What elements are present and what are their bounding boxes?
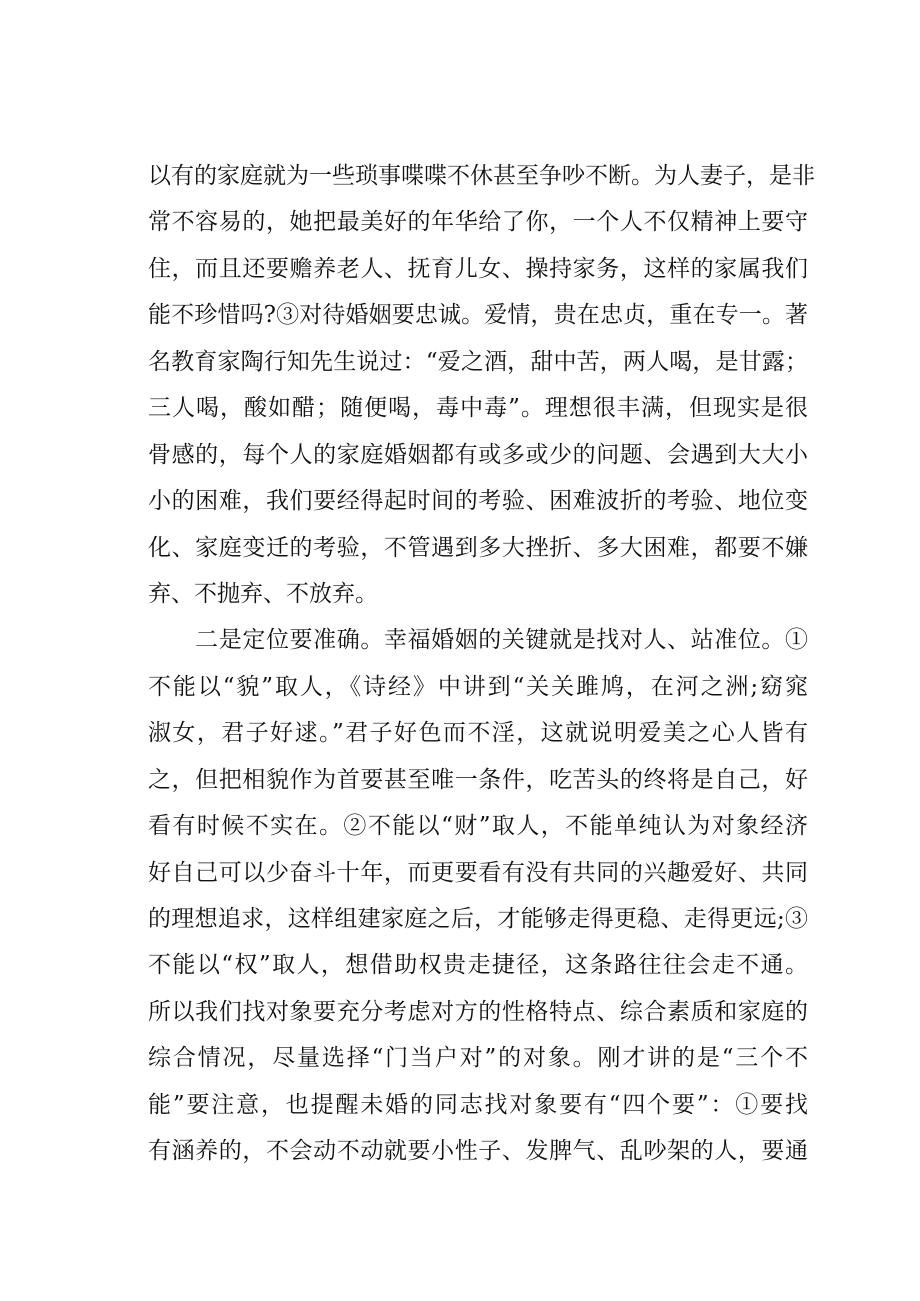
text-line: 之，但把相貌作为首要甚至唯一条件，吃苦头的终将是自己，好 <box>148 766 808 793</box>
text-line: 能”要注意，也提醒未婚的同志找对象要有“四个要”：①要找 <box>148 1091 808 1118</box>
text-line: 骨感的，每个人的家庭婚姻都有或多或少的问题、会遇到大大小 <box>148 441 808 468</box>
text-line: 三人喝，酸如醋；随便喝，毒中毒”。理想很丰满，但现实是很 <box>148 395 808 422</box>
text-line: 不能以“权”取人，想借助权贵走捷径，这条路往往会走不通。 <box>148 952 808 979</box>
text-line: 住，而且还要赡养老人、抚育儿女、操持家务，这样的家属我们 <box>148 255 808 282</box>
text-line: 常不容易的，她把最美好的年华给了你，一个人不仅精神上要守 <box>148 209 808 236</box>
text-line: 不能以“貌”取人，《诗经》中讲到“关关雎鸠，在河之洲;窈窕 <box>148 673 808 700</box>
text-line: 综合情况，尽量选择“门当户对”的对象。刚才讲的是“三个不 <box>148 1045 808 1072</box>
text-line: 的理想追求，这样组建家庭之后，才能够走得更稳、走得更远;③ <box>148 906 808 932</box>
text-line: 小的困难，我们要经得起时间的考验、困难波折的考验、地位变 <box>148 488 808 515</box>
text-line: 能不珍惜吗?③对待婚姻要忠诚。爱情，贵在忠贞，重在专一。著 <box>148 302 808 329</box>
text-line: 二是定位要准确。幸福婚姻的关键就是找对人、站准位。① <box>148 627 808 654</box>
text-line: 所以我们找对象要充分考虑对方的性格特点、综合素质和家庭的 <box>148 998 808 1025</box>
body-text <box>148 153 815 1175</box>
text-line: 化、家庭变迁的考验，不管遇到多大挫折、多大困难，都要不嫌 <box>148 534 808 561</box>
text-line: 有涵养的，不会动不动就要小性子、发脾气、乱吵架的人，要通 <box>148 1138 808 1165</box>
text-line: 以有的家庭就为一些琐事喋喋不休甚至争吵不断。为人妻子，是非 <box>148 163 815 189</box>
text-line: 看有时候不实在。②不能以“财”取人，不能单纯认为对象经济 <box>148 813 808 840</box>
text-line: 好自己可以少奋斗十年，而更要看有没有共同的兴趣爱好、共同 <box>148 859 808 886</box>
paragraph-end-line: 弃、不抛弃、不放弃。 <box>148 580 378 607</box>
text-line: 淑女，君子好逑。”君子好色而不淫，这就说明爱美之心人皆有 <box>148 720 808 747</box>
text-line: 名教育家陶行知先生说过：“爱之酒，甜中苦，两人喝，是甘露； <box>148 348 808 375</box>
